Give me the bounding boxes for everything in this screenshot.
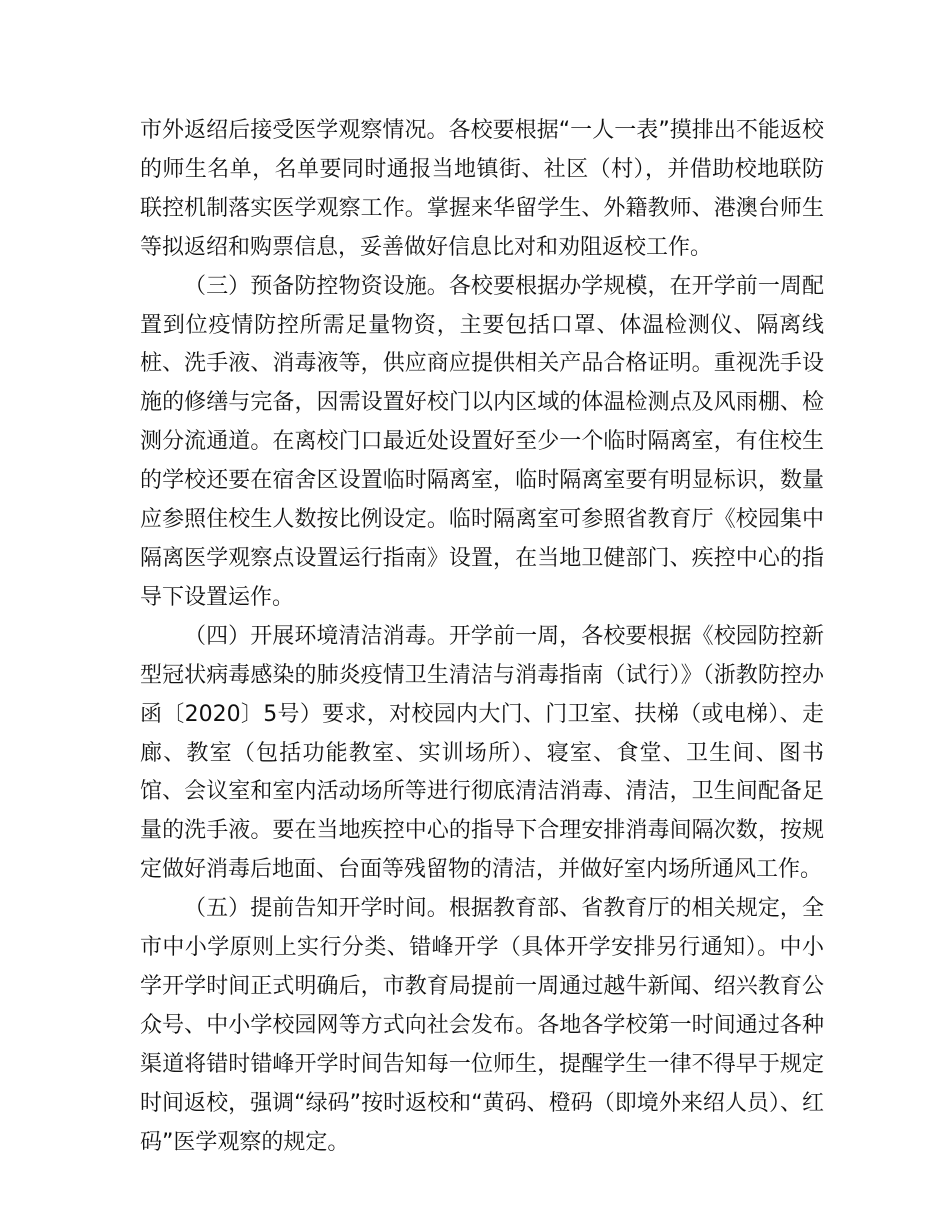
document-body [140, 112, 824, 1162]
paragraph-continuation: 市外返绍后接受医学观察情况。各校要根据“一人一表”摸排出不能返校的师生名单，名单要同时通报当地镇街、社区（村），并借助校地联防联控机制落实医学观察工作。掌握来华留学生、外籍教师、港澳台师生等拟返绍和购票信息，妥善做好信息比对和劝阻返校工作。 [140, 118, 824, 260]
paragraph-section-5: （五）提前告知开学时间。根据教育部、省教育厅的相关规定，全市中小学原则上实行分类、错峰开学（具体开学安排另行通知）。中小学开学时间正式明确后，市教育局提前一周通过越牛新闻、绍兴教育公众号、中小学校园网等方式向社会发布。各地各学校第一时间通过各种渠道将错时错峰开学时间告知每一位师生，提醒学生一律不得早于规定时间返校，强调“绿码”按时返校和“黄码、橙码（即境外来绍人员）、红码”医学观察的规定。 [140, 896, 824, 1155]
paragraph-section-4: （四）开展环境清洁消毒。开学前一周，各校要根据《校园防控新型冠状病毒感染的肺炎疫情卫生清洁与消毒指南（试行）》（浙教防控办函〔2020〕5号）要求，对校园内大门、门卫室、扶梯（或电梯）、走廊、教室（包括功能教室、实训场所）、寝室、食堂、卫生间、图书馆、会议室和室内活动场所等进行彻底清洁消毒、清洁，卫生间配备足量的洗手液。要在当地疾控中心的指导下合理安排消毒间隔次数，按规定做好消毒后地面、台面等残留物的清洁，并做好室内场所通风工作。 [140, 623, 824, 883]
paragraph-section-3: （三）预备防控物资设施。各校要根据办学规模，在开学前一周配置到位疫情防控所需足量物资，主要包括口罩、体温检测仪、隔离线桩、洗手液、消毒液等，供应商应提供相关产品合格证明。重视洗手设施的修缮与完备，因需设置好校门以内区域的体温检测点及风雨棚、检测分流通道。在离校门口最近处设置好至少一个临时隔离室，有住校生的学校还要在宿舍区设置临时隔离室，临时隔离室要有明显标识，数量应参照住校生人数按比例设定。临时隔离室可参照省教育厅《校园集中隔离医学观察点设置运行指南》设置，在当地卫健部门、疾控中心的指导下设置运作。 [140, 273, 824, 610]
